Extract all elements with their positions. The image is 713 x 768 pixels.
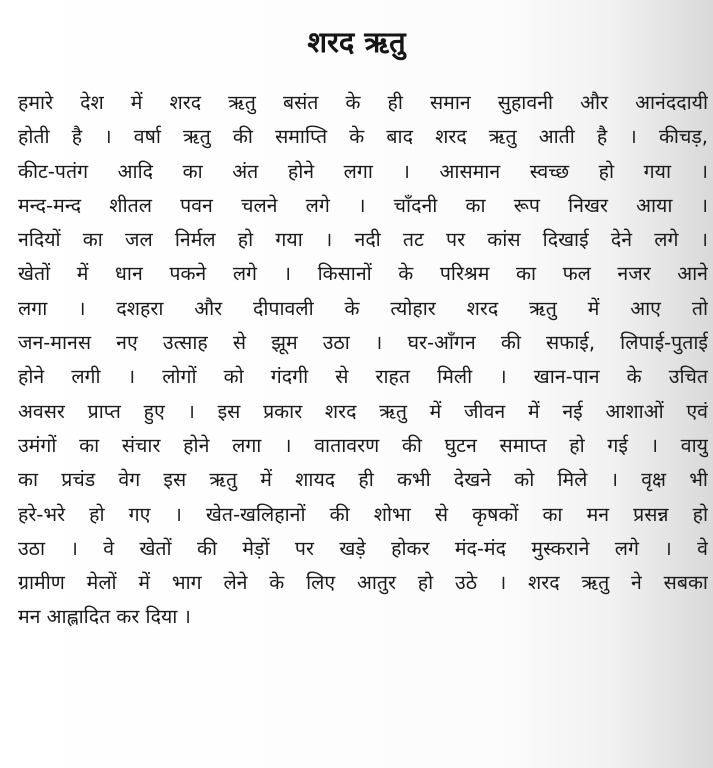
paragraph-line: हमारे देश में शरद ऋतु बसंत के ही समान सुहावनी और आनंददायी [18, 91, 708, 114]
page-title: शरद ऋतु [307, 25, 406, 59]
paragraph-line: ग्रामीण मेलों में भाग लेने के लिए आतुर हो उठे । शरद ऋतु ने सबका [18, 571, 708, 595]
paragraph-line: लगा । दशहरा और दीपावली के त्योहार शरद ऋतु में आए तो [18, 296, 708, 320]
paragraph-line: मन्द-मन्द शीतल पवन चलने लगे । चाँदनी का रूप निखर आया । [18, 193, 708, 217]
paragraph-line: होती है । वर्षा ऋतु की समाप्ति के बाद शरद ऋतु आती है । कीचड़, [18, 125, 708, 149]
essay-paragraph [18, 86, 708, 635]
paragraph-line: होने लगी । लोगों को गंदगी से राहत मिली । खान-पान के उचित [18, 365, 708, 389]
paragraph-line: जन-मानस नए उत्साह से झूम उठा । घर-आँगन की सफाई, लिपाई-पुताई [18, 331, 708, 355]
paragraph-line: उमंगों का संचार होने लगा । वातावरण की घुटन समाप्त हो गई । वायु [18, 433, 708, 457]
paragraph-line: नदियों का जल निर्मल हो गया । नदी तट पर कांस दिखाई देने लगे । [18, 228, 708, 252]
paragraph-line: का प्रचंड वेग इस ऋतु में शायद ही कभी देखने को मिले । वृक्ष भी [18, 468, 708, 492]
paragraph-line: कीट-पतंग आदि का अंत होने लगा । आसमान स्वच्छ हो गया । [18, 159, 708, 183]
paragraph-line: अवसर प्राप्त हुए । इस प्रकार शरद ऋतु में जीवन में नई आशाओं एवं [18, 399, 708, 423]
paragraph-line: खेतों में धान पकने लगे । किसानों के परिश्रम का फल नजर आने [18, 262, 708, 286]
paragraph-line: हरे-भरे हो गए । खेत-खलिहानों की शोभा से कृषकों का मन प्रसन्न हो [18, 502, 708, 526]
paragraph-line: उठा । वे खेतों की मेड़ों पर खड़े होकर मंद-मंद मुस्कराने लगे । वे [18, 536, 708, 560]
paragraph-line-last: मन आह्लादित कर दिया । [18, 605, 191, 629]
